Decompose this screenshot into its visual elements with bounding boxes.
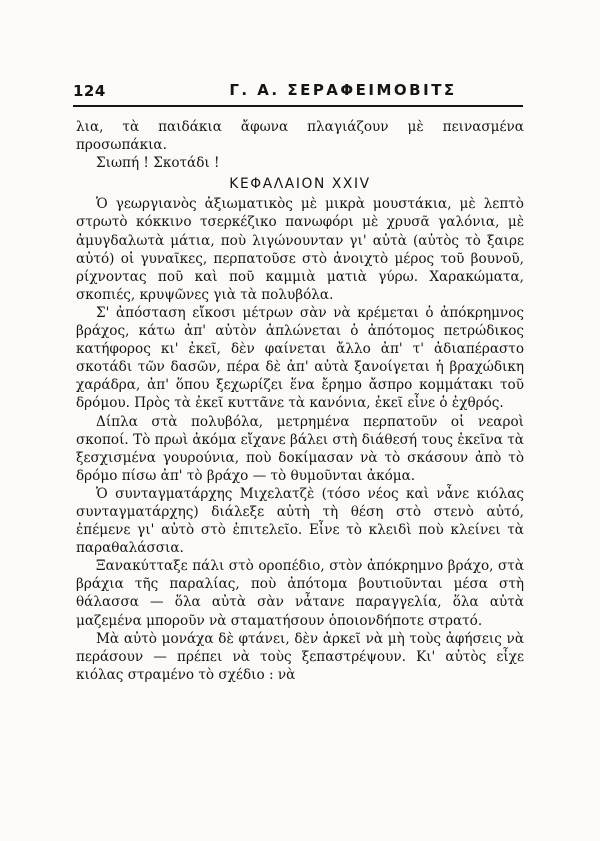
- paragraph-sentries: Δίπλα στὰ πολυβόλα, μετρημένα περπατοῦν οἱ νεαροὶ σκοποί. Τὸ πρωὶ ἀκόμα εἴχανε βάλει στὴ διάθεσή τους ἐκεῖνα τὰ ξεσχισμένα γουρούνια, ποὺ δοκίμασαν νὰ τὸ σκάσουν ἀπὸ τὸ δρόμο πίσω ἀπ' τὸ βράχο — τὸ θυμοῦνται ἀκόμα.: [76, 413, 524, 484]
- header-rule: [73, 105, 523, 107]
- paragraph-plateau: Ξανακύτταξε πάλι στὸ οροπέδιο, στὸν ἀπόκρημνο βράχο, στὰ βράχια τῆς παραλίας, ποὺ ἀπότομα βουτιοῦνται μέσα στὴ θάλασσα — ὅλα αὐτὰ σὰν νἆτανε παραγγελία, ὅλα αὐτὰ μαζεμένα μποροῦν νὰ σταματήσουν ὁποιονδήποτε στρατό.: [76, 558, 524, 629]
- paragraph-officer: Ὁ γεωργιανὸς ἀξιωματικὸς μὲ μικρὰ μουστάκια, μὲ λεπτὸ στρωτὸ κόκκινο τσερκέζικο πανωφόρι μὲ χρυσᾶ γαλόνια, μὲ ἀμυγδαλωτὰ μάτια, ποὺ λιγώνουνταν γι' αὐτὰ (αὐτὸς τὸ ξαιρε αὐτό) οἱ γυναῖκες, περπατοῦσε στὸ ἀνοιχτὸ μέρος τοῦ βουνοῦ, ρίχνοντας ποῦ καὶ ποῦ καμμιὰ ματιὰ γύρω. Χαρακώματα, σκοπιές, κρυψῶνες γιὰ τὰ πολυβόλα.: [76, 196, 524, 303]
- paragraph-cliff: Σ' ἀπόσταση εἴκοσι μέτρων σὰν νὰ κρέμεται ὁ ἀπόκρημνος βράχος, κάτω ἀπ' αὐτὸν ἁπλώνεται ὁ ἀπότομος πετρώδικος κατήφορος κι' ἐκεῖ, δὲν φαίνεται ἄλλο ἀπ' τ' ἀδιαπέραστο σκοτάδι τῶν δασῶν, πέρα δὲ ἀπ' αὐτὰ ξανοίγεται ἡ βραχώδικη χαράδρα, ἀπ' ὅπου ξεχωρίζει ἕνα ἔρημο ἄσπρο κομμάτακι τοῦ δρόμου. Πρὸς τὰ ἐκεῖ κυττᾶνε τὰ κανόνια, ἐκεῖ εἶνε ὁ ἐχθρός.: [76, 304, 524, 412]
- body-text: [76, 118, 524, 684]
- running-header: [73, 80, 523, 104]
- page-number: 124: [73, 82, 106, 100]
- chapter-heading: ΚΕΦΑΛΑΙΟΝ XXIV: [229, 176, 371, 193]
- continuation-paragraph: λια, τὰ παιδάκια ἄφωνα πλαγιάζουν μὲ πεινασμένα προσωπάκια.: [76, 119, 524, 154]
- running-title: Γ. Α. ΣΕΡΑΦΕΙΜΟΒΙΤΣ: [229, 81, 457, 99]
- paragraph-plan: Μὰ αὐτὸ μονάχα δὲ φτάνει, δὲν ἀρκεῖ νὰ μὴ τοὺς ἀφήσεις νὰ περάσουν — πρέπει νὰ τοὺς ξεπαστρέψουν. Κι' αὐτὸς εἶχε κιόλας στραμένο τὸ σχέδιο : νὰ: [76, 630, 524, 683]
- exclamation-line: Σιωπή ! Σκοτάδι !: [96, 155, 220, 172]
- paragraph-colonel: Ὁ συνταγματάρχης Μιχελατζὲ (τόσο νέος καὶ νἆνε κιόλας συνταγματάρχης) διάλεξε αὐτὴ τὴ θέση στὸ στενὸ αὐτό, ἐπέμενε γι' αὐτὸ στὸ ἐπιτελεῖο. Εἶνε τὸ κλειδὶ ποὺ κλείνει τὰ παραθαλάσσια.: [76, 485, 524, 557]
